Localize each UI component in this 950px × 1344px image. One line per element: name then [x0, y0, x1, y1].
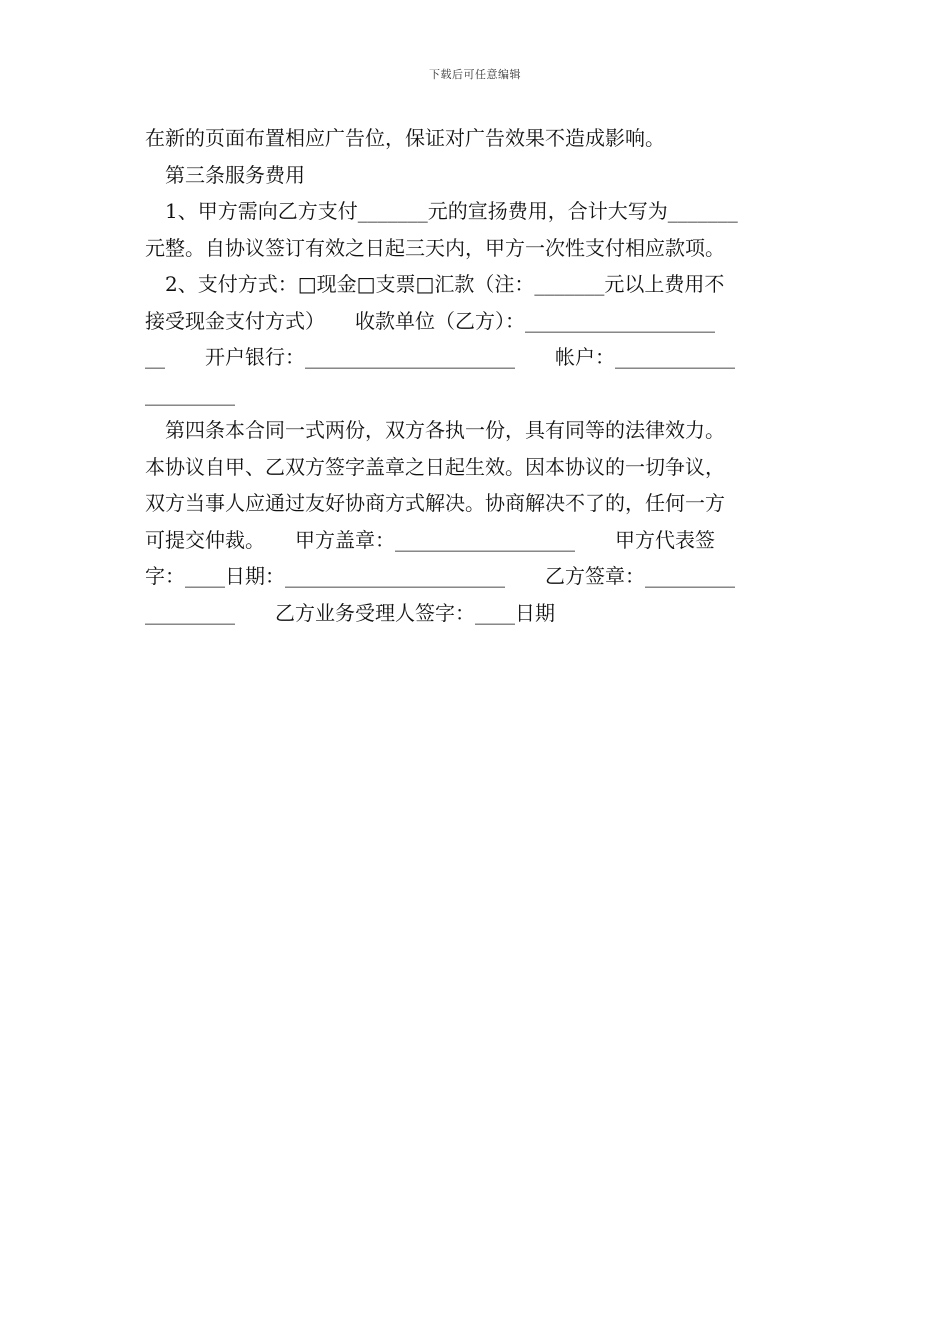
paragraph-line: 双方当事人应通过友好协商方式解决。协商解决不了的，任何一方: [145, 491, 725, 515]
paragraph-line: _________ 乙方业务受理人签字：____日期: [145, 600, 555, 625]
paragraph-line: 可提交仲裁。 甲方盖章：__________________ 甲方代表签: [145, 527, 715, 552]
paragraph-line: 字：____日期：______________________ 乙方签章：_________: [145, 564, 735, 588]
paragraph-line: __ 开户银行：_____________________ 帐户：____________: [145, 345, 735, 369]
paragraph-line: 接受现金支付方式） 收款单位（乙方）：___________________: [145, 308, 715, 333]
paragraph-line: 2、支付方式：□现金□支票□汇款（注：_______元以上费用不: [165, 272, 725, 296]
page-header: 下载后可任意编辑: [429, 68, 521, 81]
paragraph-line: 本协议自甲、乙双方签字盖章之日起生效。因本协议的一切争议，: [145, 454, 725, 479]
paragraph-line: 元整。自协议签订有效之日起三天内，甲方一次性支付相应款项。: [145, 235, 725, 260]
paragraph-line: _________: [145, 381, 235, 406]
section-heading-article-4: 第四条本合同一式两份，双方各执一份，具有同等的法律效力。: [165, 418, 725, 442]
paragraph-line: 在新的页面布置相应广告位，保证对广告效果不造成影响。: [145, 126, 665, 150]
document-body: [145, 120, 807, 631]
section-heading-article-3: 第三条服务费用: [165, 162, 305, 187]
paragraph-line: 1、甲方需向乙方支付_______元的宣扬费用，合计大写为_______: [165, 199, 738, 223]
